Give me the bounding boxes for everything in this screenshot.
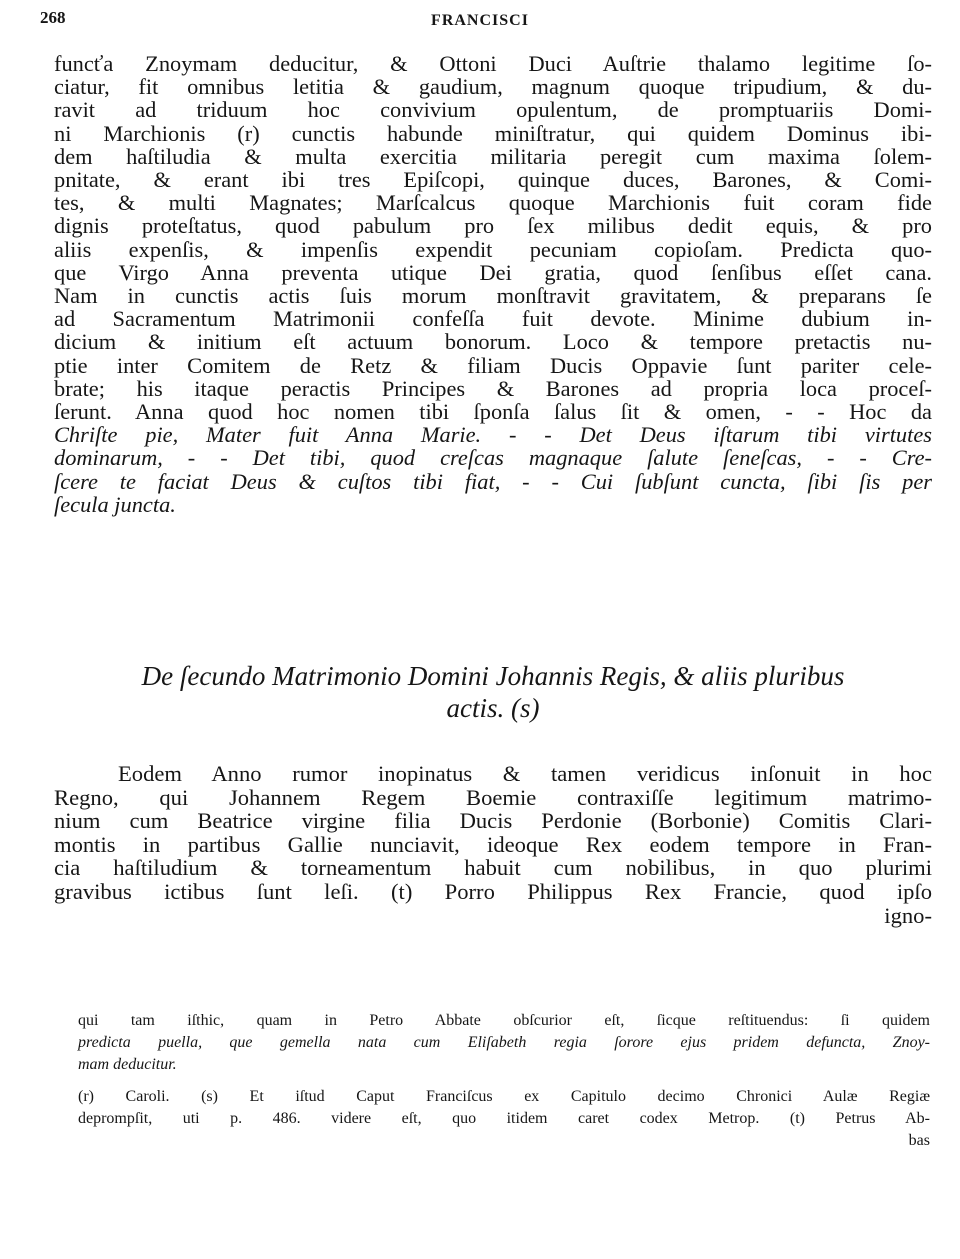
text-line: gravibus ictibus ſunt leſi. (t) Porro Philippus Rex Francie, quod ipſo bbox=[54, 878, 932, 904]
text-line: pnitate, & erant ibi tres Epiſcopi, quinque duces, Barones, & Comi- bbox=[54, 167, 932, 193]
section-heading bbox=[54, 660, 932, 724]
footnote-line: mam deducitur. bbox=[78, 1056, 177, 1073]
page-number: 268 bbox=[40, 8, 66, 27]
text-line: dicium & initium eſt actuum bonorum. Loco & tempore pretactis nu- bbox=[54, 329, 932, 355]
text-line: Nam in cunctis actis ſuis morum monſtravit gravitatem, & preparans ſe bbox=[54, 283, 932, 309]
text-line: que Virgo Anna preventa utique Dei gratia, quod ſenſibus eſſet cana. bbox=[54, 259, 932, 285]
heading-line: actis. (s) bbox=[446, 693, 540, 723]
text-line: ſerunt. Anna quod hoc nomen tibi ſponſa ſalus ſit & omen, - - Hoc da bbox=[54, 399, 932, 425]
text-line: nium cum Beatrice virgine filia Ducis Perdonie (Borbonie) Comitis Clari- bbox=[54, 808, 932, 834]
text-line: dignis proteſtatus, quod pabulum pro ſex milibus dedit equis, & pro bbox=[54, 213, 932, 239]
section-paragraph bbox=[54, 762, 932, 927]
text-line: ravit ad triduum hoc convivium opulentum, de promptuariis Domi- bbox=[54, 97, 932, 123]
verse-line: ſecula juncta. bbox=[54, 491, 176, 517]
verse-line: ſcere te faciat Deus & cuſtos tibi fiat, - - Cui ſubſunt cuncta, ſibi ſis per bbox=[54, 468, 932, 494]
footnotes bbox=[78, 1010, 930, 1152]
text-line: montis in partibus Gallie nunciavit, ideoque Rex eodem tempore in Fran- bbox=[54, 831, 932, 857]
footnote-line: qui tam iſthic, quam in Petro Abbate obſcurior eſt, ſicque reſtituendus: ſi quidem bbox=[78, 1012, 930, 1029]
footnote-catchword: bas bbox=[908, 1132, 930, 1149]
text-line: Regno, qui Johannem Regem Boemie contraxiſſe legitimum matrimo- bbox=[54, 784, 932, 810]
footnote-line: deprompſit, uti p. 486. videre eſt, quo itidem caret codex Metrop. (t) Petrus Ab- bbox=[78, 1110, 930, 1127]
catchword: igno- bbox=[884, 902, 932, 928]
verse-line: dominarum, - - Det tibi, quod creſcas magnaque ſalute ſeneſcas, - - Cre- bbox=[54, 445, 932, 471]
text-line: dem haſtiludia & multa exercitia militaria peregit cum maxima ſolem- bbox=[54, 143, 932, 169]
heading-line: De ſecundo Matrimonio Domini Johannis Regis, & aliis pluribus bbox=[141, 661, 845, 691]
text-line: ad Sacramentum Matrimonii confeſſa fuit devote. Minime dubium in- bbox=[54, 306, 932, 332]
text-line: funcťa Znoymam deducitur, & Ottoni Duci Auſtrie thalamo legitime ſo- bbox=[54, 51, 932, 76]
text-line: Eodem Anno rumor inopinatus & tamen veridicus inſonuit in hoc bbox=[118, 761, 932, 786]
footnote-line: predicta puella, que gemella nata cum Eliſabeth regia ſorore ejus pridem defuncta, Znoy- bbox=[78, 1034, 930, 1051]
text-line: ni Marchionis (r) cunctis habunde miniſtratur, qui quidem Dominus ibi- bbox=[54, 120, 932, 146]
text-line: brate; his itaque peractis Principes & Barones ad propria loca proceſ- bbox=[54, 375, 932, 401]
paragraph-continued bbox=[54, 52, 932, 516]
text-line: aliis expenſis, & impenſis expendit pecuniam copioſam. Predicta quo- bbox=[54, 236, 932, 262]
verse-line: Chriſte pie, Mater fuit Anna Marie. - - Det Deus iſtarum tibi virtutes bbox=[54, 422, 932, 448]
text-line: cia haſtiludium & torneamentum habuit cum nobilibus, in quo plurimi bbox=[54, 855, 932, 881]
text-line: ptie inter Comitem de Retz & filiam Ducis Oppavie ſunt pariter cele- bbox=[54, 352, 932, 378]
text-line: tes, & multi Magnates; Marſcalcus quoque Marchionis fuit coram fide bbox=[54, 190, 932, 216]
footnote-line: (r) Caroli. (s) Et iſtud Caput Franciſcus ex Capitulo decimo Chronici Aulæ Regiæ bbox=[78, 1088, 930, 1105]
text-line: ciatur, fit omnibus letitia & gaudium, magnum quoque tripudium, & du- bbox=[54, 74, 932, 100]
running-head: FRANCISCI bbox=[431, 12, 529, 29]
